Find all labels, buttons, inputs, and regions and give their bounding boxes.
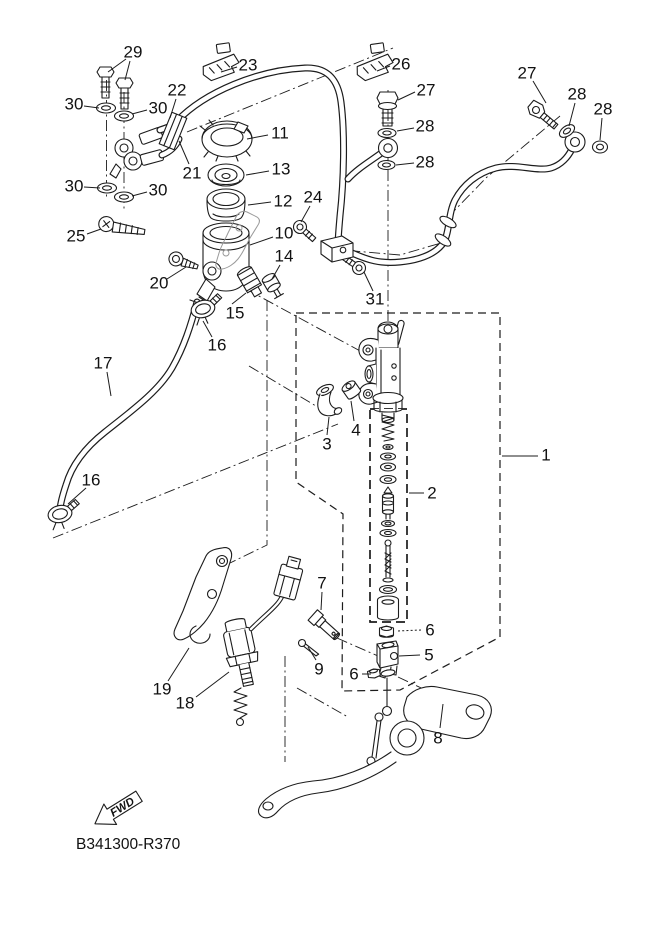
- washer-28-left-a: [378, 129, 396, 138]
- hose-clip-23: [199, 42, 241, 82]
- part-number-label-28: 28: [415, 152, 435, 172]
- part-number-label-16: 16: [81, 470, 101, 490]
- joint-pipe-14: [261, 272, 285, 300]
- part-number-label-6: 6: [349, 664, 359, 684]
- leader-line-part-7: [321, 592, 322, 610]
- part-number-label-6: 6: [425, 620, 435, 640]
- part-number-label-28: 28: [567, 84, 587, 104]
- part-number-label-10: 10: [274, 223, 294, 243]
- union-bolt-27-left: [377, 92, 398, 126]
- leader-line-part-31: [364, 272, 373, 291]
- part-number-label-28: 28: [593, 99, 613, 119]
- part-number-label-28: 28: [415, 116, 435, 136]
- lock-nut-6a: [380, 626, 394, 637]
- switch-bracket-19: [174, 548, 231, 644]
- piston-repair-kit: [378, 415, 399, 620]
- part-number-label-5: 5: [424, 645, 434, 665]
- brake-light-switch-18: [219, 555, 306, 725]
- leader-line-part-12: [248, 202, 271, 205]
- leader-line-part-19: [168, 648, 189, 681]
- part-number-label-30: 30: [148, 180, 168, 200]
- part-number-label-25: 25: [66, 226, 86, 246]
- part-number-label-30: 30: [148, 98, 168, 118]
- part-number-label-21: 21: [182, 163, 202, 183]
- part-number-label-4: 4: [351, 420, 361, 440]
- diaphragm-plate-13: [208, 164, 244, 186]
- part-number-label-27: 27: [416, 80, 436, 100]
- part-number-label-30: 30: [64, 176, 84, 196]
- part-number-label-23: 23: [238, 55, 258, 75]
- leader-line-part-21: [179, 141, 189, 164]
- washer-28-left-b: [378, 161, 395, 170]
- leader-line-part-27: [398, 92, 415, 100]
- part-number-label-15: 15: [225, 303, 245, 323]
- copper-washer-30d: [115, 192, 134, 202]
- part-number-label-20: 20: [149, 273, 169, 293]
- leader-line-part-5: [399, 655, 420, 656]
- leader-line-part-25: [87, 229, 101, 234]
- part-number-label-14: 14: [274, 246, 294, 266]
- leader-line-part-17: [107, 372, 111, 396]
- boot-cap-4: [340, 379, 361, 401]
- leader-line-part-28: [397, 128, 414, 131]
- part-number-label-11: 11: [271, 123, 289, 143]
- part-number-label-13: 13: [271, 159, 291, 179]
- brake-hose-upper: [177, 68, 344, 246]
- screw-25: [98, 216, 146, 237]
- part-number-label-26: 26: [391, 54, 411, 74]
- leader-line-part-30: [132, 110, 147, 114]
- copper-washer-30c: [98, 183, 117, 193]
- part-number-label-12: 12: [273, 191, 293, 211]
- part-number-label-2: 2: [427, 483, 437, 503]
- part-number-label-7: 7: [317, 573, 327, 593]
- part-number-label-19: 19: [152, 679, 172, 699]
- hose-clamp-16-bottom: [46, 499, 84, 531]
- part-number-label-17: 17: [93, 353, 113, 373]
- union-bolt-27-right: [525, 99, 561, 132]
- part-number-label-1: 1: [541, 445, 551, 465]
- screw-20: [167, 250, 200, 273]
- eye-hose-stub: [348, 154, 380, 179]
- leader-line-part-18: [196, 672, 229, 697]
- leader-line-part-3: [327, 417, 329, 435]
- part-number-label-24: 24: [303, 187, 323, 207]
- part-number-label-30: 30: [64, 94, 84, 114]
- brake-pedal-ghost: [259, 686, 492, 817]
- clevis-pin-7: [308, 610, 342, 643]
- leader-line-part-30: [132, 192, 147, 196]
- copper-washer-30a: [97, 103, 116, 113]
- master-cylinder: [359, 320, 405, 423]
- joint-elbow-3: [315, 382, 343, 416]
- washer-28-right-b: [593, 141, 608, 153]
- part-number-label-8: 8: [433, 728, 443, 748]
- leader-line-part-28: [396, 163, 414, 165]
- leader-line-part-6: [397, 630, 421, 631]
- fwd-label: FWD: [108, 795, 137, 820]
- leader-line-part-20: [167, 267, 186, 279]
- part-number-label-3: 3: [322, 434, 332, 454]
- part-number-label-9: 9: [314, 659, 324, 679]
- leader-line-part-13: [246, 171, 269, 175]
- union-bolt-29b: [116, 78, 133, 109]
- part-number-label-16: 16: [207, 335, 227, 355]
- copper-washer-30b: [115, 111, 134, 121]
- part-number-label-18: 18: [175, 693, 195, 713]
- fwd-arrow: [89, 786, 146, 834]
- leader-line-part-29: [125, 61, 130, 80]
- reservoir-hose: [54, 300, 204, 512]
- reservoir-tank-10: [197, 223, 249, 301]
- eye-fitting-mid: [379, 139, 398, 158]
- part-number-label-29: 29: [123, 42, 143, 62]
- screw-24: [291, 218, 319, 245]
- diaphragm-12: [207, 189, 245, 221]
- leader-line-part-28: [600, 118, 602, 140]
- part-number-label-27: 27: [517, 63, 537, 83]
- part-number-label-31: 31: [365, 289, 385, 309]
- leader-line-part-28: [569, 103, 575, 126]
- leader-line-part-27: [533, 81, 546, 103]
- reservoir-cap-11: [200, 120, 252, 161]
- leader-line-part-24: [301, 206, 310, 222]
- leader-line-part-15: [232, 293, 246, 304]
- hose-clamp-block: [321, 236, 353, 262]
- leader-line-part-4: [351, 401, 354, 421]
- part-number-label-22: 22: [167, 80, 187, 100]
- leader-line-part-10: [250, 237, 273, 245]
- union-bolt-29a: [97, 67, 114, 98]
- diagram-code: B341300-R370: [76, 836, 181, 853]
